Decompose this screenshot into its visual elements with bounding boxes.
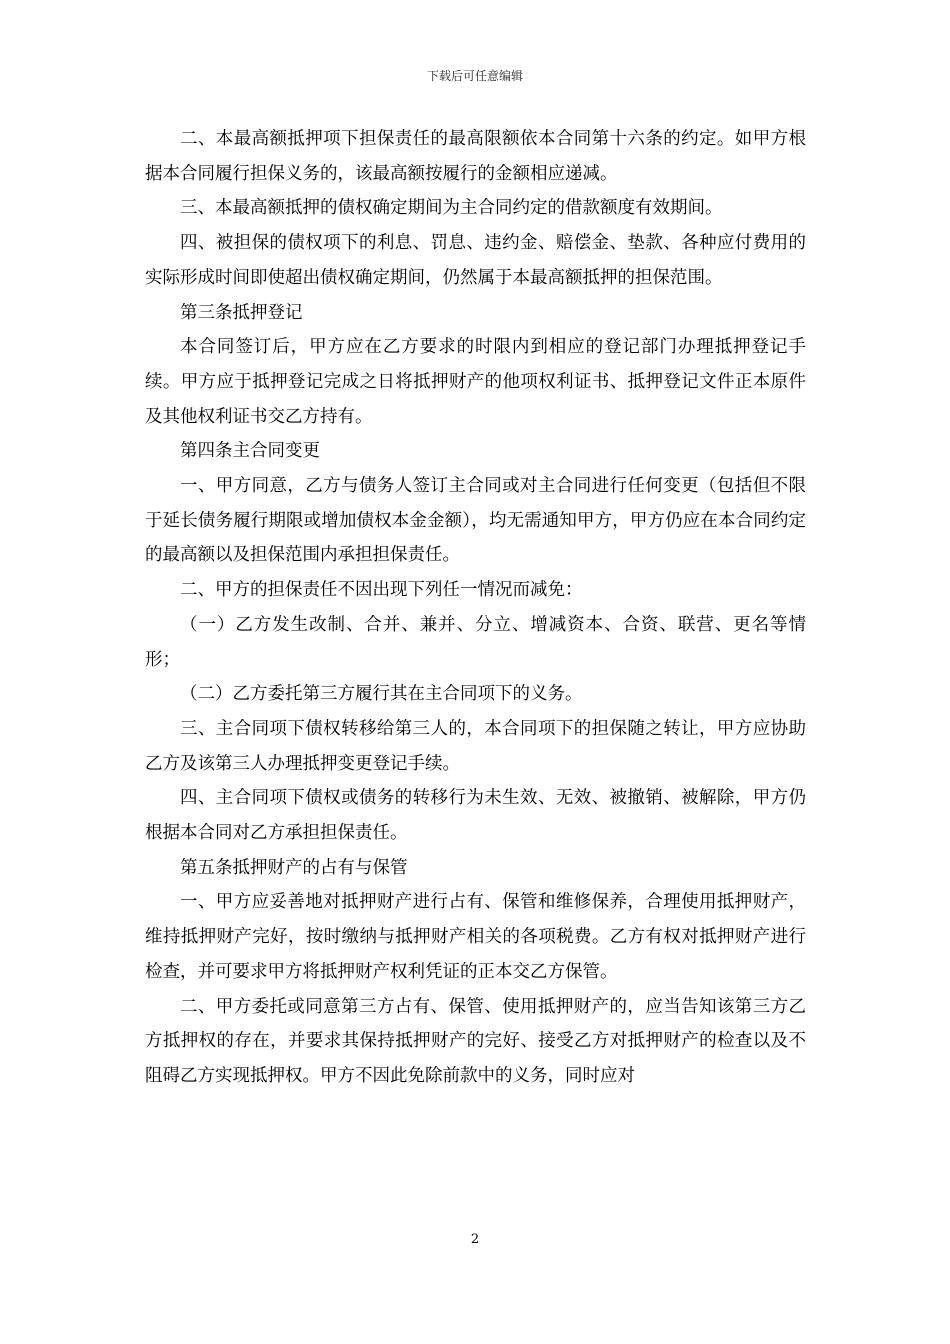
paragraph-clause-2-2: 二、本最高额抵押项下担保责任的最高限额依本合同第十六条的约定。如甲方根据本合同履行担保义务的，该最高额按履行的金额相应递减。 — [145, 129, 806, 184]
paragraph-clause-4-2-a: （一）乙方发生改制、合并、兼并、分立、增减资本、合资、联营、更名等情形； — [145, 614, 806, 670]
paragraph-clause-4-2: 二、甲方的担保责任不因出现下列任一情况而减免： — [180, 580, 583, 601]
paragraph-clause-4-2-b: （二）乙方委托第三方履行其在主合同项下的义务。 — [180, 684, 583, 705]
paragraph-clause-4-3: 三、主合同项下债权转移给第三人的，本合同项下的担保随之转让，甲方应协助乙方及该第三人办理抵押变更登记手续。 — [145, 718, 806, 774]
page-header-note: 下载后可任意编辑 — [426, 69, 523, 83]
section-heading-article-5: 第五条抵押财产的占有与保管 — [180, 857, 408, 878]
section-heading-article-4: 第四条主合同变更 — [180, 441, 320, 462]
paragraph-clause-4-1: 一、甲方同意，乙方与债务人签订主合同或对主合同进行任何变更（包括但不限于延长债务履行期限或增加债权本金金额），均无需通知甲方，甲方仍应在本合同约定的最高额以及担保范围内承担担保责任。 — [145, 476, 806, 566]
paragraph-clause-5-1: 一、甲方应妥善地对抵押财产进行占有、保管和维修保养，合理使用抵押财产，维持抵押财产完好，按时缴纳与抵押财产相关的各项税费。乙方有权对抵押财产进行检查，并可要求甲方将抵押财产权利凭证的正本交乙方保管。 — [145, 892, 806, 982]
paragraph-clause-4-4: 四、主合同项下债权或债务的转移行为未生效、无效、被撤销、被解除，甲方仍根据本合同对乙方承担担保责任。 — [145, 788, 806, 844]
page-number: 2 — [470, 1232, 480, 1247]
document-body — [145, 122, 806, 1094]
section-heading-article-3: 第三条抵押登记 — [180, 302, 303, 323]
paragraph-clause-3-1: 本合同签订后，甲方应在乙方要求的时限内到相应的登记部门办理抵押登记手续。甲方应于抵押登记完成之日将抵押财产的他项权利证书、抵押登记文件正本原件及其他权利证书交乙方持有。 — [145, 337, 806, 427]
paragraph-clause-2-3: 三、本最高额抵押的债权确定期间为主合同约定的借款额度有效期间。 — [180, 198, 723, 219]
paragraph-clause-2-4: 四、被担保的债权项下的利息、罚息、违约金、赔偿金、垫款、各种应付费用的实际形成时间即使超出债权确定期间，仍然属于本最高额抵押的担保范围。 — [145, 233, 806, 288]
paragraph-clause-5-2: 二、甲方委托或同意第三方占有、保管、使用抵押财产的，应当告知该第三方乙方抵押权的存在，并要求其保持抵押财产的完好、接受乙方对抵押财产的检查以及不阻碍乙方实现抵押权。甲方不因此免除前款中的义务，同时应对 — [145, 996, 806, 1086]
